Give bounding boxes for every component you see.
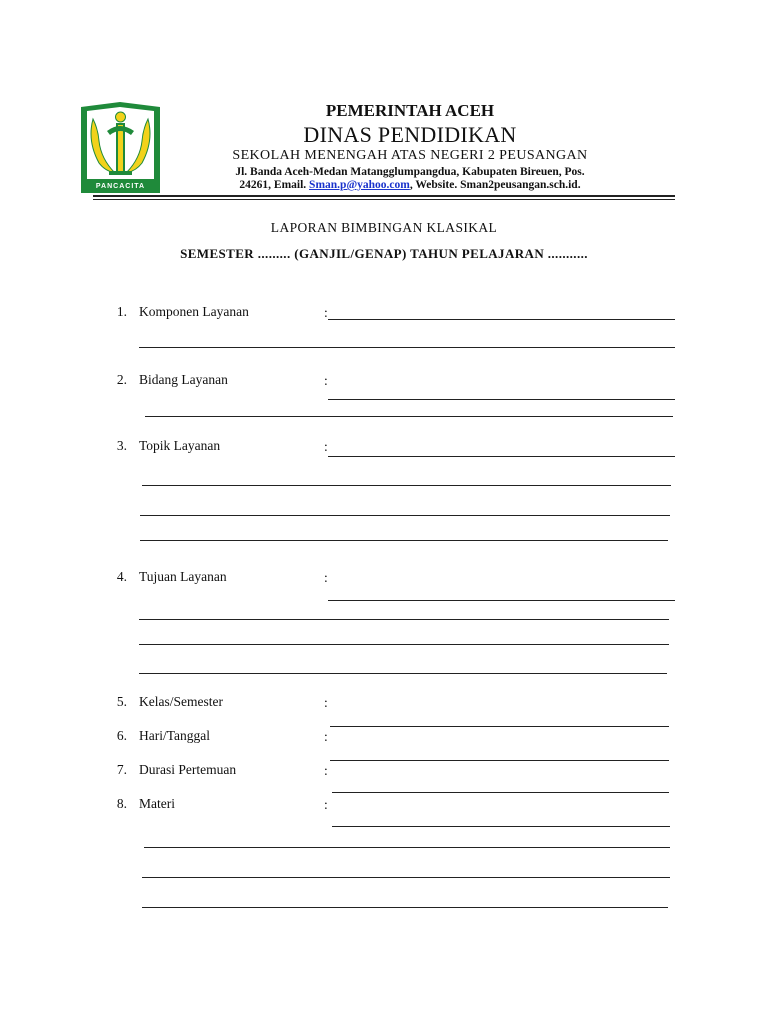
label-tujuan-layanan: Tujuan Layanan xyxy=(139,569,227,584)
logo-text: PANCACITA xyxy=(95,183,146,190)
address-line-1: Jl. Banda Aceh-Medan Matangglumpangdua, Kabupaten Bireuen, Pos. xyxy=(235,166,585,178)
item-number: 2. xyxy=(116,372,127,387)
tujuan-layanan-field-line-4[interactable] xyxy=(139,673,667,674)
header-divider-thin xyxy=(93,199,675,200)
tujuan-layanan-field-line-3[interactable] xyxy=(139,644,669,645)
komponen-layanan-field-line-2[interactable] xyxy=(139,347,675,348)
durasi-pertemuan-field[interactable] xyxy=(332,792,669,793)
kelas-semester-field[interactable] xyxy=(330,726,669,727)
tujuan-layanan-field[interactable] xyxy=(328,600,675,601)
department-heading: DINAS PENDIDIKAN xyxy=(303,122,517,147)
hari-tanggal-field[interactable] xyxy=(330,760,669,761)
school-logo xyxy=(79,101,162,194)
bidang-layanan-field[interactable] xyxy=(328,399,675,400)
label-kelas-semester: Kelas/Semester xyxy=(139,694,223,709)
item-number: 4. xyxy=(116,569,127,584)
materi-field-line-3[interactable] xyxy=(142,877,670,878)
item-number: 6. xyxy=(116,728,127,743)
address-line-2 xyxy=(190,179,630,191)
topik-layanan-field-line-2[interactable] xyxy=(142,485,671,486)
label-materi: Materi xyxy=(139,796,175,811)
materi-field-line-4[interactable] xyxy=(142,907,668,908)
report-subtitle: SEMESTER ......... (GANJIL/GENAP) TAHUN PELAJARAN ........... xyxy=(180,246,588,261)
colon: : xyxy=(324,729,328,744)
email-link[interactable]: Sman.p@yahoo.com xyxy=(309,179,410,191)
topik-layanan-field-line-3[interactable] xyxy=(140,515,670,516)
label-bidang-layanan: Bidang Layanan xyxy=(139,372,228,387)
item-number: 8. xyxy=(116,796,127,811)
header-divider-thick xyxy=(93,195,675,197)
tujuan-layanan-field-line-2[interactable] xyxy=(139,619,669,620)
colon: : xyxy=(324,439,328,454)
item-number: 5. xyxy=(116,694,127,709)
materi-field-line-2[interactable] xyxy=(144,847,670,848)
bidang-layanan-field-line-2[interactable] xyxy=(145,416,673,417)
label-komponen-layanan: Komponen Layanan xyxy=(139,304,249,319)
materi-field[interactable] xyxy=(332,826,670,827)
item-number: 7. xyxy=(116,762,127,777)
komponen-layanan-field[interactable] xyxy=(328,319,675,320)
topik-layanan-field-line-4[interactable] xyxy=(140,540,668,541)
item-number: 1. xyxy=(116,304,127,319)
colon: : xyxy=(324,763,328,778)
label-topik-layanan: Topik Layanan xyxy=(139,438,221,453)
address-postcode: 24261, Email. xyxy=(239,179,310,191)
colon: : xyxy=(324,305,328,320)
label-durasi-pertemuan: Durasi Pertemuan xyxy=(139,762,237,777)
item-number: 3. xyxy=(116,438,127,453)
colon: : xyxy=(324,695,328,710)
school-name: SEKOLAH MENENGAH ATAS NEGERI 2 PEUSANGAN xyxy=(232,148,588,163)
report-title: LAPORAN BIMBINGAN KLASIKAL xyxy=(270,220,498,235)
label-hari-tanggal: Hari/Tanggal xyxy=(139,728,211,743)
colon: : xyxy=(324,797,328,812)
colon: : xyxy=(324,373,328,388)
topik-layanan-field[interactable] xyxy=(328,456,675,457)
government-heading: PEMERINTAH ACEH xyxy=(325,101,495,120)
colon: : xyxy=(324,570,328,585)
address-website: , Website. Sman2peusangan.sch.id. xyxy=(409,179,581,191)
